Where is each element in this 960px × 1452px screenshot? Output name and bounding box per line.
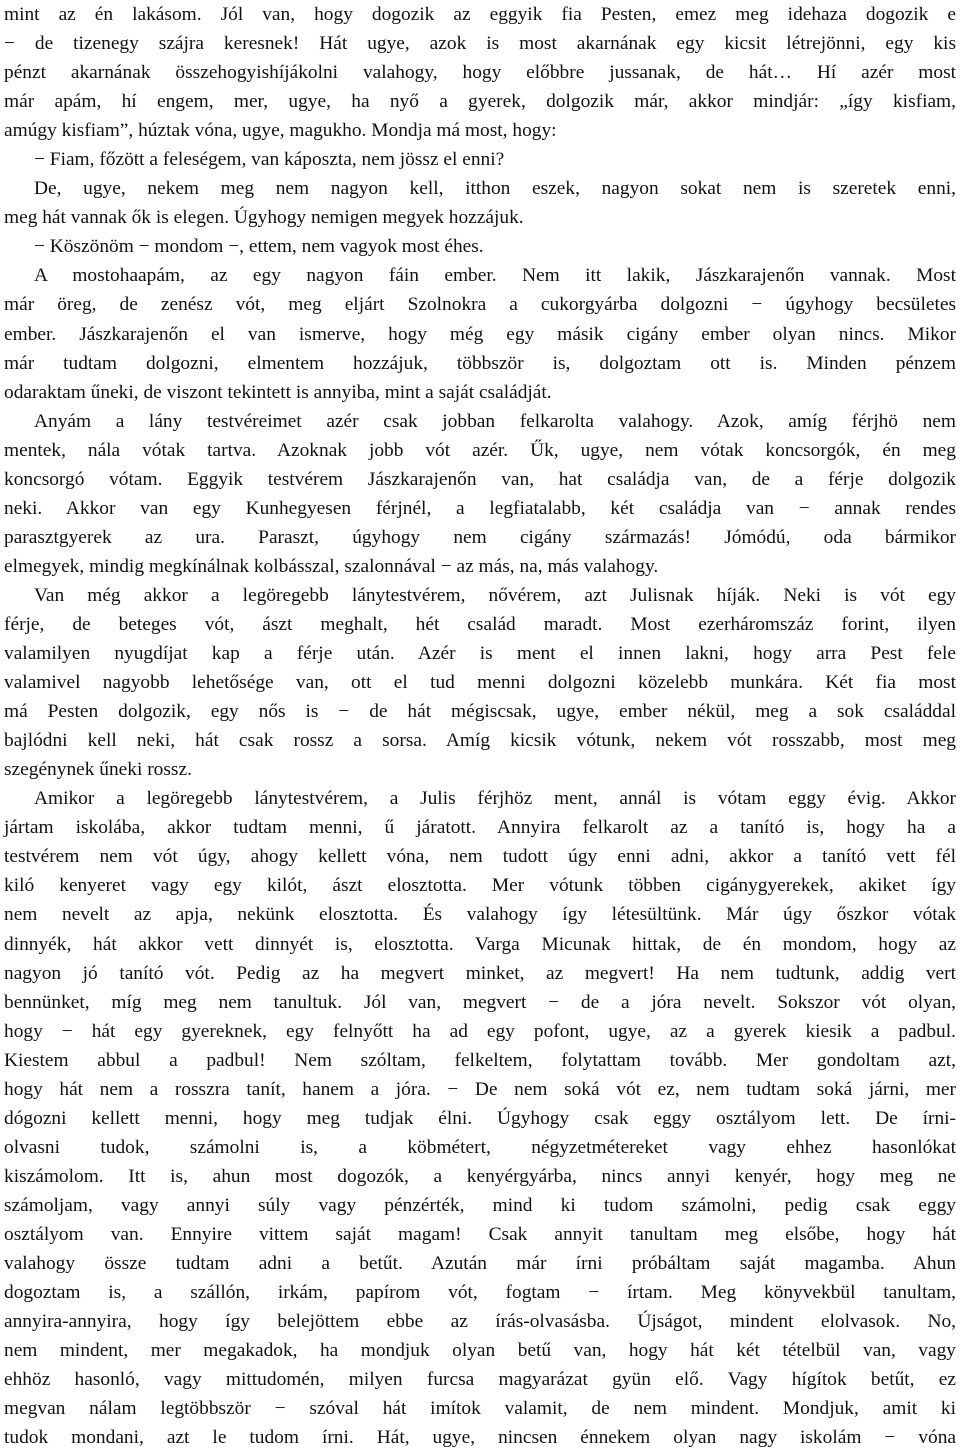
text-line: már apám, hí engem, mer, ugye, ha nyő a gyerek, dolgozik már, akkor mindjár: „így kisfiam, <box>4 91 956 113</box>
text-line: − de tizenegy szájra keresnek! Hát ugye, azok is most akarnának egy kicsit létrejönni, egy kis <box>4 33 956 55</box>
text-line: szegénynek űneki rossz. <box>4 759 192 781</box>
text-line: megvan nálam legtöbbször − szóval hát imítok valamit, de nem mindent. Mondjuk, amit ki <box>4 1398 956 1420</box>
text-line: valamilyen nyugdíjat kap a férje után. Azér is ment el innen lakni, hogy arra Pest fele <box>4 643 956 665</box>
text-line: A mostohaapám, az egy nagyon fáin ember. Nem itt lakik, Jászkarajenőn vannak. Most <box>34 265 956 287</box>
text-line: Kiestem abbul a padbul! Nem szóltam, felkeltem, folytattam tovább. Mer gondoltam azt, <box>4 1049 956 1071</box>
document-page <box>4 0 956 1452</box>
text-line: Amikor a legöregebb lánytestvérem, a Julis férjhöz ment, annál is vótam eggy évig. Akkor <box>34 788 956 810</box>
text-line: neki. Akkor van egy Kunhegyesen férjnél, a legfiatalabb, két családja van − annak rendes <box>4 497 956 519</box>
text-line: nem mindent, mer megakadok, ha mondjuk olyan betű van, hogy hát két tételbül van, vagy <box>4 1340 956 1362</box>
text-line: mentek, nála vótak tartva. Azoknak jobb vót azér. Űk, ugye, nem vótak koncsorgók, én meg <box>4 439 956 461</box>
text-line: testvérem nem vót úgy, ahogy kellett vóna, nem tudott úgy enni adni, akkor a tanító vett fél <box>4 846 956 868</box>
text-line: dogoztam is, a szállón, irkám, papírom vót, fogtam − írtam. Meg könyvekbül tanultam, <box>4 1282 956 1304</box>
text-line: kiszámolom. Itt is, ahun most dogozók, a kenyérgyárba, nincs annyi kenyér, hogy meg ne <box>4 1165 956 1187</box>
text-line: már öreg, de zenész vót, meg eljárt Szolnokra a cukorgyárba dolgozni − úgyhogy becsületes <box>4 294 956 316</box>
text-line: már tudtam dolgozni, elmentem hozzájuk, többször is, dolgoztam ott is. Minden pénzem <box>4 352 956 374</box>
text-line: Van még akkor a legöregebb lánytestvérem, nővérem, azt Julisnak híják. Neki is vót egy <box>34 584 956 606</box>
text-line: De, ugye, nekem meg nem nagyon kell, itthon eszek, nagyon sokat nem is szeretek enni, <box>34 178 956 200</box>
text-line: nem nevelt az apja, nekünk elosztotta. És valahogy így létesültünk. Már úgy őszkor vótak <box>4 904 956 926</box>
text-line: tudok mondani, azt le tudom írni. Hát, ugye, nincsen énnekem olyan nagy iskolám − vóna <box>4 1427 956 1449</box>
text-line: dinnyék, hát akkor vett dinnyét is, elosztotta. Varga Micunak hittak, de én mondom, hogy az <box>4 933 956 955</box>
text-line: parasztgyerek az ura. Paraszt, úgyhogy nem cigány származás! Jómódú, oda bármikor <box>4 526 956 548</box>
text-line: számoljam, vagy annyi súly vagy pénzérték, mind ki tudom számolni, pedig csak eggy <box>4 1194 956 1216</box>
text-line: má Pesten dolgozik, egy nős is − de hát mégiscsak, ugye, ember nékül, meg a sok családdal <box>4 701 956 723</box>
text-line: elmegyek, mindig megkínálnak kolbásszal, szalonnával − az más, na, más valahogy. <box>4 555 659 577</box>
text-line: dógozni kellett menni, hogy meg tudjak élni. Úgyhogy csak eggy osztályom lett. De írni- <box>4 1107 956 1129</box>
text-line: férje, de beteges vót, ászt meghalt, hét család maradt. Most ezerháromszáz forint, ilyen <box>4 613 956 635</box>
text-line: valamivel nagyobb lehetősége van, ott el tud menni dolgozni közelebb munkára. Két fia most <box>4 672 956 694</box>
text-line: osztályom van. Ennyire vittem saját magam! Csak annyit tanultam meg elsőbe, hogy hát <box>4 1223 956 1245</box>
text-line: ehhöz hasonló, vagy mittudomén, milyen furcsa magyarázat gyün elő. Vagy hígítok betűt, ez <box>4 1369 956 1391</box>
text-line: hogy − hát egy gyereknek, egy felnyőtt ha ad egy pofont, ugye, az a gyerek kiesik a padbul. <box>4 1020 956 1042</box>
text-line: pénzt akarnának összehogyishíjákolni valahogy, hogy előbbre jussanak, de hát… Hí azér most <box>4 62 956 84</box>
text-line: hogy hát nem a rosszra tanít, hanem a jóra. − De nem soká vót ez, nem tudtam soká járni, mer <box>4 1078 956 1100</box>
text-line: odaraktam űneki, de viszont tekintett is annyiba, mint a saját családját. <box>4 381 552 403</box>
text-line: olvasni tudok, számolni is, a köbmétert, négyzetmétereket vagy ehhez hasonlókat <box>4 1136 956 1158</box>
text-line: ember. Jászkarajenőn el van ismerve, hogy még egy másik cigány ember olyan nincs. Mikor <box>4 323 956 345</box>
text-line: valahogy össze tudtam adni a betűt. Azután már írni próbáltam saját magamba. Ahun <box>4 1253 956 1275</box>
text-line: Anyám a lány testvéreimet azér csak jobban felkarolta valahogy. Azok, amíg férjhö nem <box>34 410 956 432</box>
text-line: annyira-annyira, hogy így belejöttem ebbe az írás-olvasásba. Újságot, mindent elolvasok. No, <box>4 1311 956 1333</box>
text-line: nagyon jó tanító vót. Pedig az ha megvert minket, az megvert! Ha nem tudtunk, addig vert <box>4 962 956 984</box>
text-line: amúgy kisfiam”, húztak vóna, ugye, magukho. Mondja má most, hogy: <box>4 120 557 142</box>
text-line: kiló kenyeret vagy egy kilót, ászt elosztotta. Mer vótunk többen cigánygyerekek, akiket így <box>4 875 956 897</box>
text-line: − Köszönöm − mondom −, ettem, nem vagyok most éhes. <box>34 236 484 258</box>
text-line: mint az én lakásom. Jól van, hogy dogozik az eggyik fia Pesten, emez meg idehaza dogozik e <box>4 4 956 25</box>
text-line: koncsorgó vótam. Eggyik testvérem Jászkarajenőn van, hat családja van, de a férje dolgozik <box>4 468 956 490</box>
text-line: bajlódni kell neki, hát csak rossz a sorsa. Amíg kicsik vótunk, nekem vót rosszabb, most meg <box>4 730 956 752</box>
text-line: jártam iskolába, akkor tudtam menni, ű járatott. Annyira felkarolt az a tanító is, hogy ha a <box>4 817 956 839</box>
text-line: meg hát vannak ők is elegen. Úgyhogy nemigen megyek hozzájuk. <box>4 207 524 229</box>
text-line: − Fiam, főzött a feleségem, van káposzta, nem jössz el enni? <box>34 149 505 171</box>
text-line: bennünket, míg meg nem tanultuk. Jól van, megvert − de a jóra nevelt. Sokszor vót olyan, <box>4 991 956 1013</box>
